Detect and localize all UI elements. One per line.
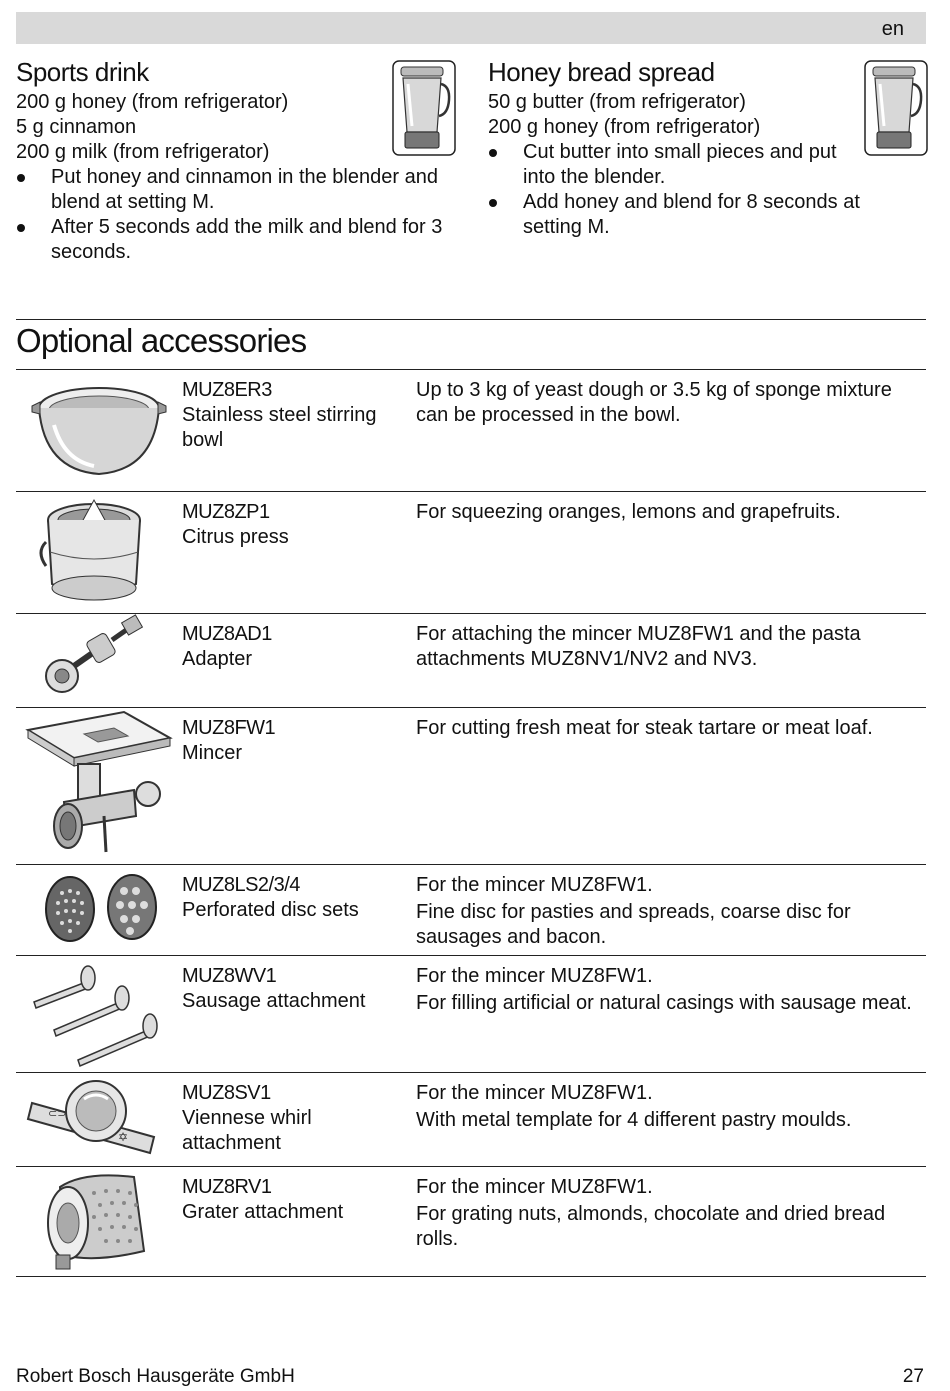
accessory-code: MUZ8FW1: [182, 717, 276, 739]
accessory-name: Stainless steel stirring bowl: [182, 404, 377, 451]
accessory-name: Sausage attachment: [182, 990, 366, 1012]
footer-company: Robert Bosch Hausgeräte GmbH: [16, 1366, 295, 1387]
recipe-title: Sports drink: [16, 57, 149, 87]
recipe-step: Put honey and cinnamon in the blender and blend at setting M.: [16, 165, 446, 215]
citrus-press-icon: [24, 492, 174, 610]
ingredient: 200 g honey (from refrigerator): [488, 116, 761, 138]
accessory-code: MUZ8LS2/3/4: [182, 874, 300, 896]
ingredient: 5 g cinnamon: [16, 116, 137, 138]
accessory-name: Perforated disc sets: [182, 899, 359, 921]
blender-jug-icon: [864, 60, 928, 156]
viennese-whirl-icon: [24, 1073, 174, 1165]
accessory-description: For the mincer MUZ8FW1.: [416, 1176, 653, 1198]
accessory-description: For attaching the mincer MUZ8FW1 and the pasta attachments MUZ8NV1/NV2 and NV3.: [416, 623, 861, 670]
recipe-sports-drink: [16, 56, 446, 265]
accessory-description: With metal template for 4 different pastry moulds.: [416, 1109, 852, 1131]
accessory-name: Viennese whirl attachment: [182, 1107, 312, 1154]
recipe-honey-bread-spread: [488, 56, 888, 240]
perforated-discs-icon: [24, 865, 174, 953]
grater-icon: [24, 1167, 174, 1275]
accessory-code: MUZ8ZP1: [182, 501, 270, 523]
mincer-icon: [24, 708, 174, 860]
ingredient: 50 g butter (from refrigerator): [488, 91, 746, 113]
recipe-step: Add honey and blend for 8 seconds at setting M.: [488, 190, 863, 240]
accessory-code: MUZ8ER3: [182, 379, 272, 401]
ingredient: 200 g honey (from refrigerator): [16, 91, 289, 113]
blender-jug-icon: [392, 60, 456, 156]
accessory-name: Mincer: [182, 742, 243, 764]
svg-text:✡: ✡: [118, 1130, 129, 1144]
recipe-step: Cut butter into small pieces and put into the blender.: [488, 140, 863, 190]
sausage-attachment-icon: [24, 956, 174, 1070]
recipe-steps: [16, 165, 446, 265]
adapter-icon: [24, 614, 174, 706]
accessory-name: Citrus press: [182, 526, 289, 548]
language-label: en: [881, 18, 904, 40]
accessory-description: Fine disc for pasties and spreads, coarse disc for sausages and bacon.: [416, 901, 851, 948]
accessory-description: For the mincer MUZ8FW1.: [416, 965, 653, 987]
language-bar: [16, 12, 926, 44]
recipe-steps: [488, 140, 888, 240]
recipe-step: After 5 seconds add the milk and blend for 3 seconds.: [16, 215, 446, 265]
section-divider: [16, 319, 926, 320]
accessory-description: For grating nuts, almonds, chocolate and dried bread rolls.: [416, 1203, 886, 1250]
table-bottom-rule: [16, 1276, 926, 1277]
accessory-name: Adapter: [182, 648, 253, 670]
accessory-description: For cutting fresh meat for steak tartare or meat loaf.: [416, 717, 873, 739]
accessory-code: MUZ8RV1: [182, 1176, 272, 1198]
accessory-description: For squeezing oranges, lemons and grapefruits.: [416, 501, 841, 523]
accessory-code: MUZ8SV1: [182, 1082, 271, 1104]
accessory-description: For the mincer MUZ8FW1.: [416, 874, 653, 896]
accessory-code: MUZ8WV1: [182, 965, 277, 987]
accessory-description: Up to 3 kg of yeast dough or 3.5 kg of sponge mixture can be processed in the bowl.: [416, 379, 892, 426]
accessory-code: MUZ8AD1: [182, 623, 272, 645]
bowl-icon: [24, 370, 174, 485]
svg-text:⊂⊃: ⊂⊃: [48, 1107, 67, 1120]
recipe-title: Honey bread spread: [488, 57, 715, 87]
section-title: Optional accessories: [16, 322, 307, 359]
ingredient: 200 g milk (from refrigerator): [16, 141, 270, 163]
accessory-description: For filling artificial or natural casings with sausage meat.: [416, 992, 912, 1014]
accessory-description: For the mincer MUZ8FW1.: [416, 1082, 653, 1104]
page-number: 27: [902, 1366, 924, 1387]
accessory-name: Grater attachment: [182, 1201, 344, 1223]
